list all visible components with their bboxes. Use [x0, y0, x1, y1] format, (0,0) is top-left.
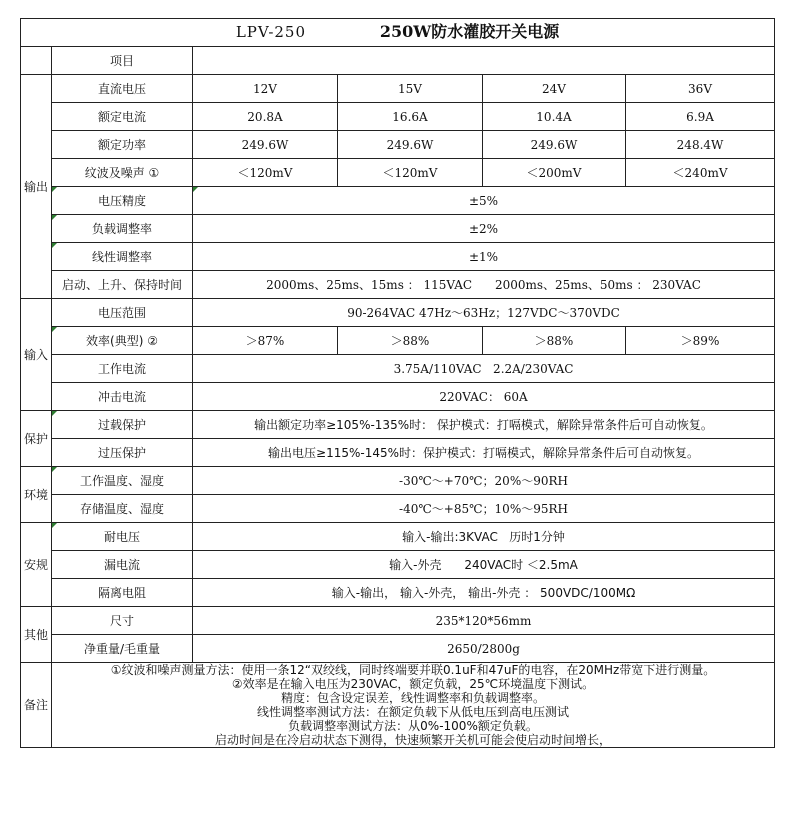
storage-temp-value: -40℃～+85℃；10%～95RH [193, 495, 775, 523]
rated-current-15v: 16.6A [338, 103, 483, 131]
rated-current-12v: 20.8A [193, 103, 338, 131]
line-regulation-value: ±1% [193, 243, 775, 271]
category-other: 其他 [21, 607, 52, 663]
note-startup-time: 启动时间是在冷启动状态下测得，快速频繁开关机可能会使启动时间增长， [215, 733, 612, 747]
category-input: 输入 [21, 299, 52, 411]
category-notes: 备注 [21, 663, 52, 748]
item-header: 项目 [52, 47, 193, 75]
row-inrush-current [21, 383, 775, 411]
withstand-voltage-value: 输入-输出:3KVAC 历时1分钟 [193, 523, 775, 551]
row-notes [21, 663, 775, 748]
row-working-current [21, 355, 775, 383]
label-overvoltage: 过压保护 [52, 439, 193, 467]
rated-power-12v: 249.6W [193, 131, 338, 159]
product-name: 250W防水灌胶开关电源 [379, 22, 560, 41]
note-ripple-method: ①纹波和噪声测量方法：使用一条12“双绞线，同时终端要并联0.1uF和47uF的电容，在20MHz带宽下进行测量。 [110, 663, 716, 677]
dc-voltage-36v: 36V [626, 75, 775, 103]
label-line-regulation: 线性调整率 [52, 243, 193, 271]
header-blank [21, 47, 52, 75]
note-load-regulation: 负载调整率测试方法：从0%-100%额定负载。 [288, 719, 538, 733]
inrush-current-value: 220VAC： 60A [193, 383, 775, 411]
rated-power-36v: 248.4W [626, 131, 775, 159]
row-ripple-noise [21, 159, 775, 187]
label-working-current: 工作电流 [52, 355, 193, 383]
row-rated-power [21, 131, 775, 159]
row-isolation-resistance [21, 579, 775, 607]
label-dimensions: 尺寸 [52, 607, 193, 635]
row-dimensions [21, 607, 775, 635]
category-output: 输出 [21, 75, 52, 299]
header-row [21, 47, 775, 75]
label-withstand-voltage: 耐电压 [52, 523, 193, 551]
label-dc-voltage: 直流电压 [52, 75, 193, 103]
row-working-temp [21, 467, 775, 495]
efficiency-24v: ＞88% [483, 327, 626, 355]
row-timing [21, 271, 775, 299]
efficiency-15v: ＞88% [338, 327, 483, 355]
category-safety: 安规 [21, 523, 52, 607]
rated-current-36v: 6.9A [626, 103, 775, 131]
ripple-noise-24v: ＜200mV [483, 159, 626, 187]
label-rated-current: 额定电流 [52, 103, 193, 131]
ripple-noise-15v: ＜120mV [338, 159, 483, 187]
row-line-regulation [21, 243, 775, 271]
leakage-current-value: 输入-外壳 240VAC时 ＜2.5mA [193, 551, 775, 579]
label-inrush-current: 冲击电流 [52, 383, 193, 411]
category-environment: 环境 [21, 467, 52, 523]
load-regulation-value: ±2% [193, 215, 775, 243]
label-ripple-noise: 纹波及噪声 ① [52, 159, 193, 187]
category-protection: 保护 [21, 411, 52, 467]
row-dc-voltage [21, 75, 775, 103]
row-overload [21, 411, 775, 439]
rated-power-15v: 249.6W [338, 131, 483, 159]
note-line-regulation: 线性调整率测试方法：在额定负载下从低电压到高电压测试 [257, 705, 570, 719]
row-withstand-voltage [21, 523, 775, 551]
efficiency-36v: ＞89% [626, 327, 775, 355]
row-overvoltage [21, 439, 775, 467]
header-values-blank [193, 47, 775, 75]
label-isolation-resistance: 隔离电阻 [52, 579, 193, 607]
row-rated-current [21, 103, 775, 131]
label-voltage-range: 电压范围 [52, 299, 193, 327]
label-timing: 启动、上升、保持时间 [52, 271, 193, 299]
ripple-noise-12v: ＜120mV [193, 159, 338, 187]
row-weight [21, 635, 775, 663]
dc-voltage-15v: 15V [338, 75, 483, 103]
timing-value: 2000ms、25ms、15ms ： 115VAC 2000ms、25ms、50ms ： 230VAC [193, 271, 775, 299]
weight-value: 2650/2800g [193, 635, 775, 663]
working-temp-value: -30℃～+70℃；20%～90RH [193, 467, 775, 495]
row-leakage-current [21, 551, 775, 579]
label-overload: 过载保护 [52, 411, 193, 439]
label-working-temp: 工作温度、湿度 [52, 467, 193, 495]
note-efficiency: ②效率是在输入电压为230VAC，额定负载，25℃环境温度下测试。 [231, 677, 595, 691]
isolation-resistance-value: 输入-输出， 输入-外壳， 输出-外壳 ： 500VDC/100MΩ [193, 579, 775, 607]
dimensions-value: 235*120*56mm [193, 607, 775, 635]
overload-value: 输出额定功率≥105%-135%时： 保护模式：打嗝模式，解除异常条件后可自动恢复。 [193, 411, 775, 439]
label-storage-temp: 存储温度、湿度 [52, 495, 193, 523]
efficiency-12v: ＞87% [193, 327, 338, 355]
dc-voltage-12v: 12V [193, 75, 338, 103]
overvoltage-value: 输出电压≥115%-145%时：保护模式：打嗝模式，解除异常条件后可自动恢复。 [193, 439, 775, 467]
label-weight: 净重量/毛重量 [52, 635, 193, 663]
spec-table [20, 18, 775, 748]
row-voltage-accuracy [21, 187, 775, 215]
title-row [21, 19, 775, 47]
working-current-value: 3.75A/110VAC 2.2A/230VAC [193, 355, 775, 383]
label-rated-power: 额定功率 [52, 131, 193, 159]
voltage-accuracy-value: ±5% [193, 187, 775, 215]
model-number: LPV-250 [235, 23, 307, 41]
row-efficiency [21, 327, 775, 355]
label-voltage-accuracy: 电压精度 [52, 187, 193, 215]
ripple-noise-36v: ＜240mV [626, 159, 775, 187]
rated-current-24v: 10.4A [483, 103, 626, 131]
dc-voltage-24v: 24V [483, 75, 626, 103]
label-efficiency: 效率(典型) ② [52, 327, 193, 355]
row-voltage-range [21, 299, 775, 327]
voltage-range-value: 90-264VAC 47Hz～63Hz；127VDC～370VDC [193, 299, 775, 327]
note-accuracy: 精度：包含设定误差，线性调整率和负载调整率。 [281, 691, 546, 705]
table-title [21, 19, 775, 47]
label-leakage-current: 漏电流 [52, 551, 193, 579]
notes-cell [52, 663, 775, 748]
row-load-regulation [21, 215, 775, 243]
row-storage-temp [21, 495, 775, 523]
label-load-regulation: 负载调整率 [52, 215, 193, 243]
rated-power-24v: 249.6W [483, 131, 626, 159]
